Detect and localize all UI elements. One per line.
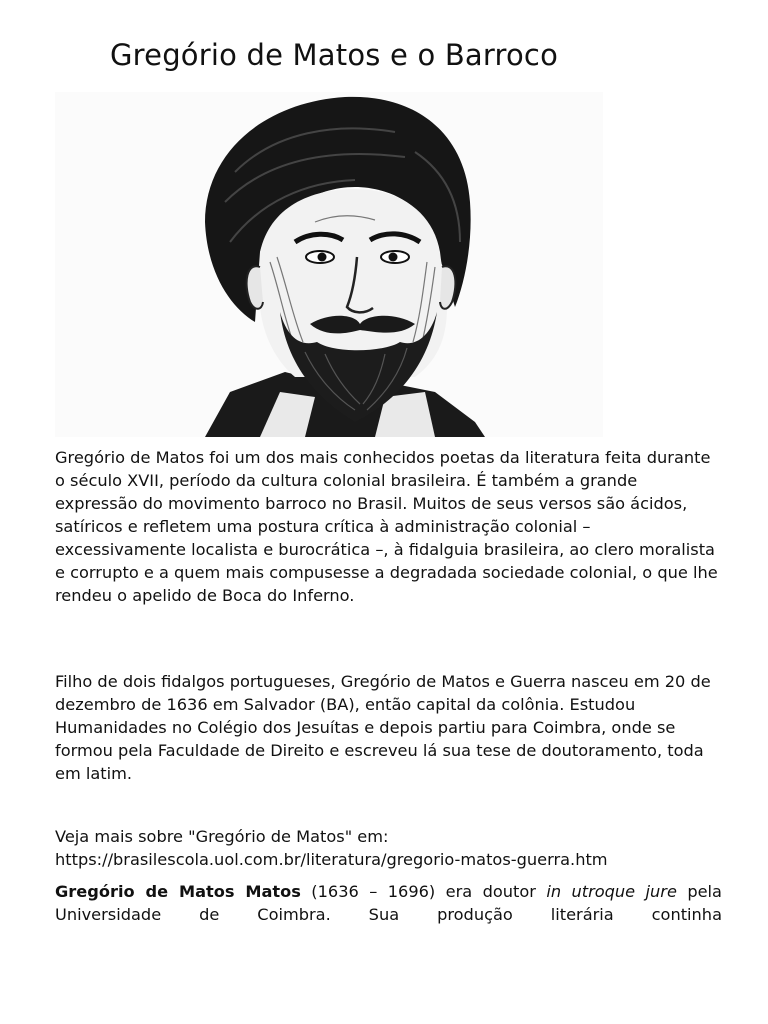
bio-name: Gregório de Matos Matos [55, 882, 301, 901]
bio-continuation: pela Universidade de Coimbra. Sua produção literária continha [55, 882, 722, 924]
portrait-image [55, 92, 603, 437]
page-title: Gregório de Matos e o Barroco [110, 38, 559, 72]
bio-italic-term: in utroque jure [546, 882, 677, 901]
paragraph-biography: Filho de dois fidalgos portugueses, Gregório de Matos e Guerra nasceu em 20 de dezembro de 1636 em Salvador (BA), então capital da colônia. Estudou Humanidades no Colégio dos Jesuítas e depois partiu para Coimbra, onde se formou pela Faculdade de Direito e escreveu lá sua tese de doutoramento, toda em latim. [55, 672, 711, 783]
source-reference [55, 825, 722, 871]
paragraph-intro: Gregório de Matos foi um dos mais conhecidos poetas da literatura feita durante o século XVII, período da cultura colonial brasileira. É também a grande expressão do movimento barroco no Brasil. Muitos de seus versos são ácidos, satíricos e refletem uma postura crítica à administração colonial – excessivamente localista e burocrática –, à fidalguia brasileira, ao clero moralista e corrupto e a quem mais compusesse a degradada sociedade colonial, o que lhe rendeu o apelido de Boca do Inferno. [55, 448, 718, 605]
source-url-link[interactable]: https://brasilescola.uol.com.br/literatura/gregorio-matos-guerra.htm [55, 850, 608, 869]
bio-dates: (1636 – 1696) era doutor [300, 882, 547, 901]
portrait-engraving [55, 92, 603, 437]
source-intro-text: Veja mais sobre "Gregório de Matos" em: [55, 827, 389, 846]
paragraph-bio-summary [55, 880, 722, 926]
